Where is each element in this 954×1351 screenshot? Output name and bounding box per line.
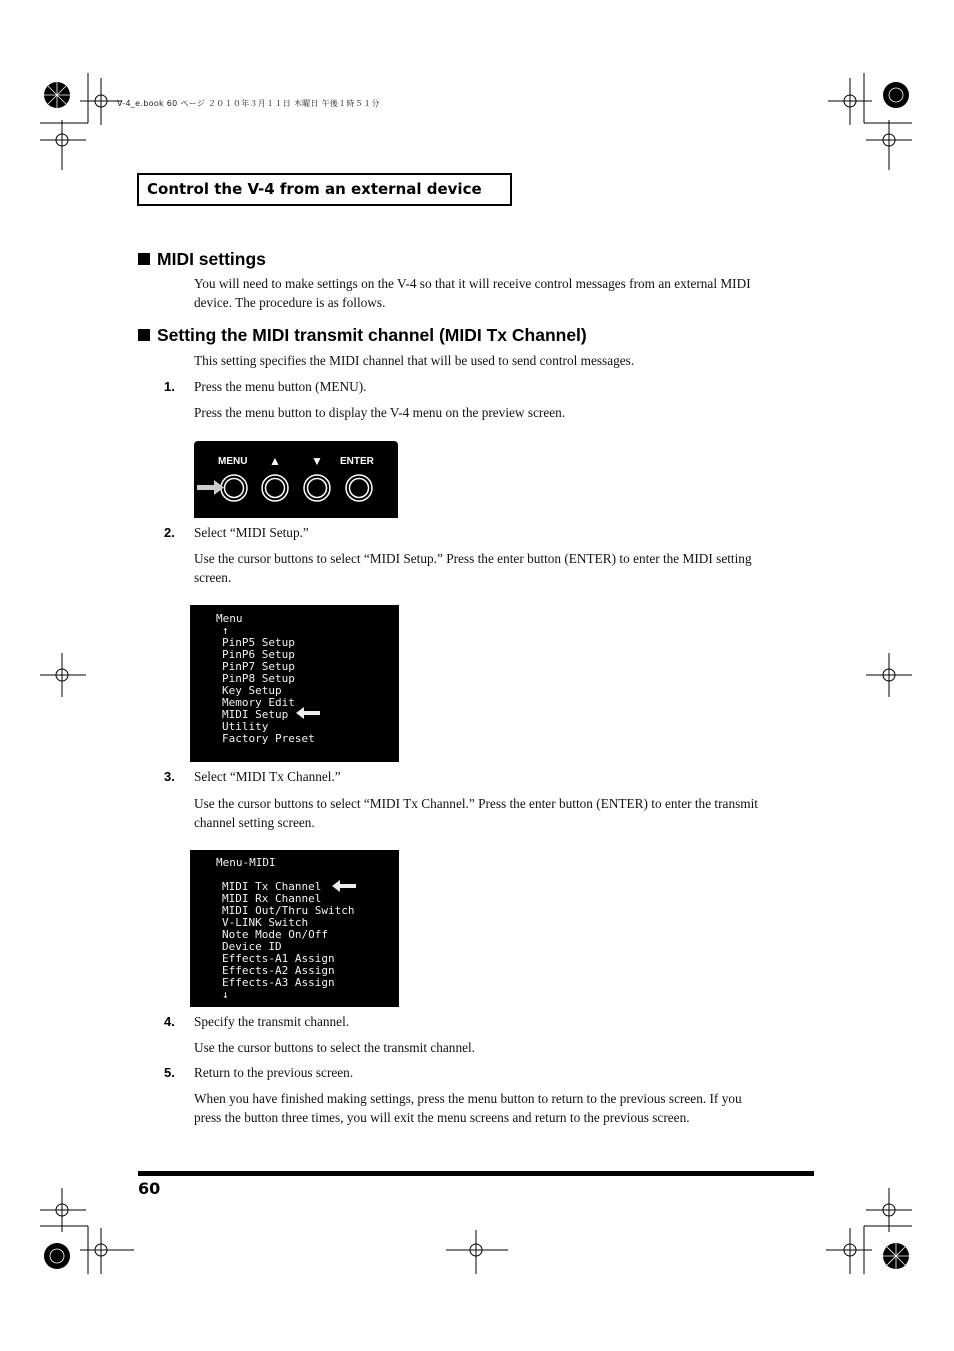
midi-screen-title: Menu-MIDI xyxy=(216,856,276,869)
step-detail: Use the cursor buttons to select “MIDI Tx Channel.” Press the enter button (ENTER) to enter the transmit channel setting screen. xyxy=(194,796,758,830)
section-title: Control the V-4 from an external device xyxy=(147,180,482,198)
menu-item: PinP7 Setup xyxy=(222,660,295,673)
midi-item-selected: MIDI Tx Channel xyxy=(222,880,322,893)
menu-item: PinP5 Setup xyxy=(222,636,295,649)
step-number: 4. xyxy=(164,1014,175,1029)
heading-midi-settings: MIDI settings xyxy=(138,249,266,270)
step-detail: Press the menu button to display the V-4 menu on the preview screen. xyxy=(194,405,566,420)
menu-item: Utility xyxy=(222,720,269,733)
step-title: Specify the transmit channel. xyxy=(194,1014,350,1029)
midi-item: MIDI Rx Channel xyxy=(222,892,322,905)
print-header-meta: V-4_e.book 60 ページ ２０１０年３月１１日 木曜日 午後１時５１分 xyxy=(117,99,380,108)
square-bullet-icon xyxy=(138,253,150,265)
menu-screen-title: Menu xyxy=(216,612,243,625)
step-detail: When you have finished making settings, press the menu button to return to the previous screen. If you press the button three times, you will exit the menu screens and return to the previous screen. xyxy=(194,1091,742,1125)
menu-screen-illustration xyxy=(190,605,399,762)
footer-rule xyxy=(138,1171,814,1176)
panel-buttons-graphic xyxy=(194,441,398,518)
registration-target-icon xyxy=(816,73,916,173)
menu-item: PinP6 Setup xyxy=(222,648,295,661)
button-panel-illustration xyxy=(194,441,398,518)
midi-item: V-LINK Switch xyxy=(222,916,309,929)
selection-arrow-icon xyxy=(296,706,322,720)
step-detail: Use the cursor buttons to select “MIDI Setup.” Press the enter button (ENTER) to enter the MIDI setting screen. xyxy=(194,551,752,585)
up-arrow-icon: ↑ xyxy=(222,624,229,637)
menu-item: PinP8 Setup xyxy=(222,672,295,685)
menu-button-label: MENU xyxy=(218,456,248,467)
midi-item: Device ID xyxy=(222,940,282,953)
menu-item: Memory Edit xyxy=(222,696,295,709)
midi-item: Effects-A1 Assign xyxy=(222,952,335,965)
step-number: 5. xyxy=(164,1065,175,1080)
down-arrow-icon: ↓ xyxy=(222,988,229,1001)
heading-tx-channel: Setting the MIDI transmit channel (MIDI Tx Channel) xyxy=(138,325,587,346)
section-header xyxy=(137,173,512,206)
registration-target-icon xyxy=(40,73,140,173)
midi-item: Effects-A3 Assign xyxy=(222,976,335,989)
up-button-label: ▲ xyxy=(269,454,281,468)
midi-menu-screen-illustration xyxy=(190,850,399,1007)
registration-target-icon xyxy=(866,645,926,705)
paragraph-midi-intro: You will need to make settings on the V-4 so that it will receive control messages from an external MIDI device. The procedure is as follows. xyxy=(194,276,751,310)
step-title: Select “MIDI Tx Channel.” xyxy=(194,769,341,784)
enter-button-label: ENTER xyxy=(340,456,374,467)
step-title: Select “MIDI Setup.” xyxy=(194,525,309,540)
midi-item: MIDI Out/Thru Switch xyxy=(222,904,355,917)
midi-item: Effects-A2 Assign xyxy=(222,964,335,977)
menu-item: Factory Preset xyxy=(222,732,315,745)
registration-target-icon xyxy=(816,1178,916,1278)
menu-item: Key Setup xyxy=(222,684,282,697)
registration-target-icon xyxy=(40,645,100,705)
down-button-label: ▼ xyxy=(311,454,323,468)
selection-arrow-icon xyxy=(332,879,358,893)
midi-item: Note Mode On/Off xyxy=(222,928,328,941)
step-title: Press the menu button (MENU). xyxy=(194,379,367,394)
step-title: Return to the previous screen. xyxy=(194,1065,354,1080)
menu-item-selected: MIDI Setup xyxy=(222,708,289,721)
step-number: 3. xyxy=(164,769,175,784)
square-bullet-icon xyxy=(138,329,150,341)
step-number: 1. xyxy=(164,379,175,394)
registration-target-icon xyxy=(446,1230,510,1276)
step-detail: Use the cursor buttons to select the transmit channel. xyxy=(194,1040,476,1055)
page-number: 60 xyxy=(138,1179,161,1198)
paragraph-tx-intro: This setting specifies the MIDI channel that will be used to send control messages. xyxy=(194,353,635,368)
registration-target-icon xyxy=(40,1178,140,1278)
step-number: 2. xyxy=(164,525,175,540)
pointer-arrow-icon xyxy=(197,480,224,495)
